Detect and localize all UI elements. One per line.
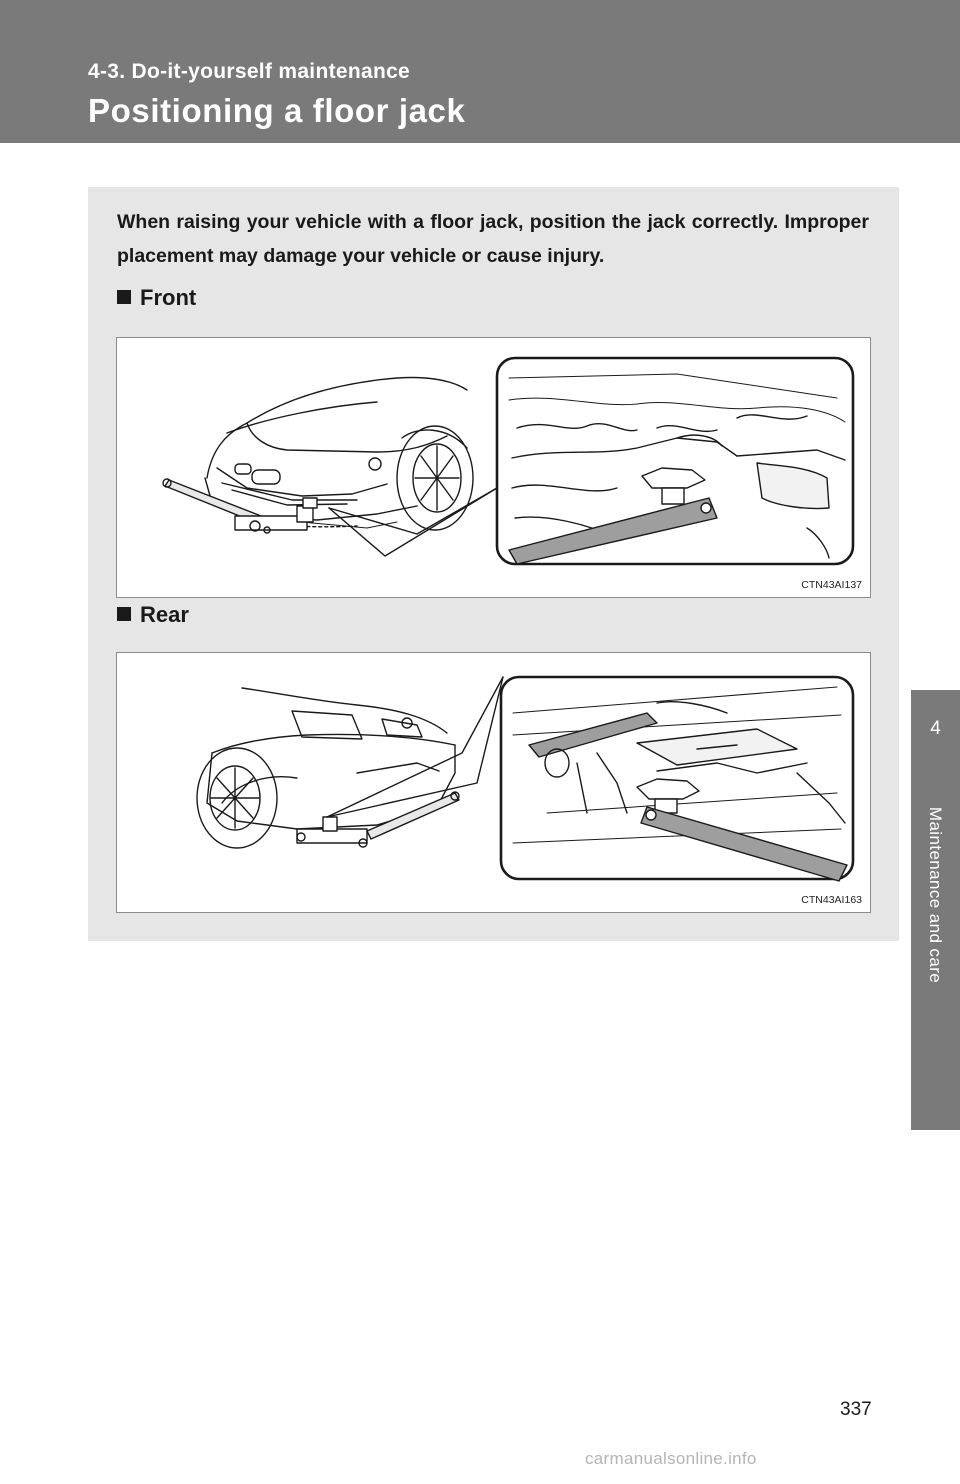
page-number: 337	[840, 1399, 872, 1420]
rear-jack-figure	[116, 652, 871, 913]
front-car-illustration-icon	[117, 338, 871, 598]
intro-paragraph: When raising your vehicle with a floor jack, position the jack correctly. Improper placement may damage your vehicle or cause injury.	[117, 211, 869, 267]
watermark[interactable]: carmanualsonline.info	[585, 1449, 757, 1468]
front-jack-figure	[116, 337, 871, 598]
section-label: 4-3. Do-it-yourself maintenance	[88, 60, 411, 83]
rear-figure-code: CTN43AI163	[801, 894, 862, 906]
rear-heading-text: Rear	[140, 602, 189, 627]
chapter-side-tab[interactable]	[911, 690, 960, 1130]
front-heading-text: Front	[140, 285, 197, 310]
chapter-number: 4	[930, 718, 941, 739]
content-box	[88, 187, 899, 941]
front-heading	[117, 285, 196, 311]
page-header	[0, 0, 960, 143]
square-bullet-icon	[117, 607, 131, 621]
rear-car-illustration-icon	[117, 653, 871, 913]
page-title: Positioning a floor jack	[88, 92, 466, 129]
front-figure-code: CTN43AI137	[801, 579, 862, 591]
chapter-label: Maintenance and care	[926, 806, 945, 984]
rear-heading	[117, 602, 189, 628]
square-bullet-icon	[117, 290, 131, 304]
